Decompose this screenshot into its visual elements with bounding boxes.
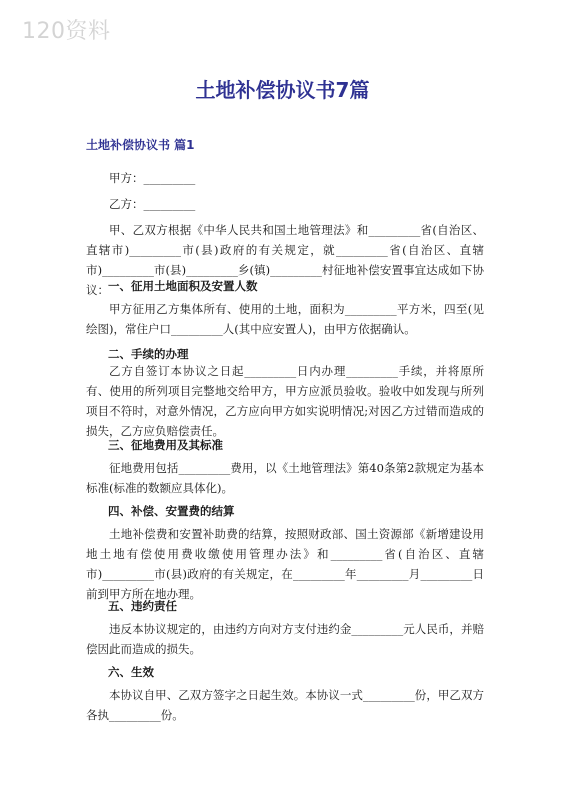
section-text-3: 征地费用包括_________费用，以《土地管理法》第40条第2款规定为基本标准(标准的数额应具体化)。 xyxy=(86,461,484,495)
section-paragraph-1 xyxy=(86,299,484,339)
document-title: 土地补偿协议书7篇 xyxy=(195,78,370,102)
section-text-2: 乙方自签订本协议之日起_________日内办理_________手续，并将原所有、使用的所列项目完整地交给甲方，甲方应派员验收。验收中如发现与所列项目不符时，对意外情况，乙方应向甲方如实说明情况;对因乙方过错而造成的损失，乙方应负赔偿责任。 xyxy=(86,364,484,438)
watermark-logo: 120资料 xyxy=(22,19,111,44)
section-text-6: 本协议自甲、乙双方签字之日起生效。本协议一式_________份，甲乙双方各执_________份。 xyxy=(86,688,484,722)
intro-text: 甲、乙双方根据《中华人民共和国土地管理法》和_________省(自治区、直辖市)_________市(县)政府的有关规定，就_________省(自治区、直辖市)_________市(县)_________乡(镇)_________村征地补偿安置事宜达成如下协议： xyxy=(86,223,484,297)
section-paragraph-3 xyxy=(86,458,484,498)
section-text-5: 违反本协议规定的，由违约方向对方支付违约金_________元人民币，并赔偿因此而造成的损失。 xyxy=(86,622,484,656)
section-heading-3: 三、征地费用及其标准 xyxy=(108,438,223,452)
section-heading-4: 四、补偿、安置费的结算 xyxy=(108,504,235,518)
section-heading-1: 一、征用土地面积及安置人数 xyxy=(108,279,258,293)
section-paragraph-5 xyxy=(86,619,484,659)
section-heading-6: 六、生效 xyxy=(108,665,154,679)
party-b-line: 乙方：_________ xyxy=(109,197,196,211)
party-a-line: 甲方：_________ xyxy=(109,171,196,185)
section-paragraph-4 xyxy=(86,524,484,604)
section-paragraph-6 xyxy=(86,685,484,725)
section-paragraph-2 xyxy=(86,361,484,441)
document-subtitle: 土地补偿协议书 篇1 xyxy=(86,138,195,152)
section-text-1: 甲方征用乙方集体所有、使用的土地，面积为_________平方米，四至(见绘图)，常住户口_________人(其中应安置人)，由甲方依据确认。 xyxy=(86,302,484,336)
section-heading-2: 二、手续的办理 xyxy=(108,347,189,361)
section-heading-5: 五、违约责任 xyxy=(108,599,177,613)
section-text-4: 土地补偿费和安置补助费的结算，按照财政部、国土资源部《新增建设用地土地有偿使用费收缴使用管理办法》和_________省(自治区、直辖市)_________市(县)政府的有关规定，在_________年_________月_________日前到甲方所在地办理。 xyxy=(86,527,484,601)
